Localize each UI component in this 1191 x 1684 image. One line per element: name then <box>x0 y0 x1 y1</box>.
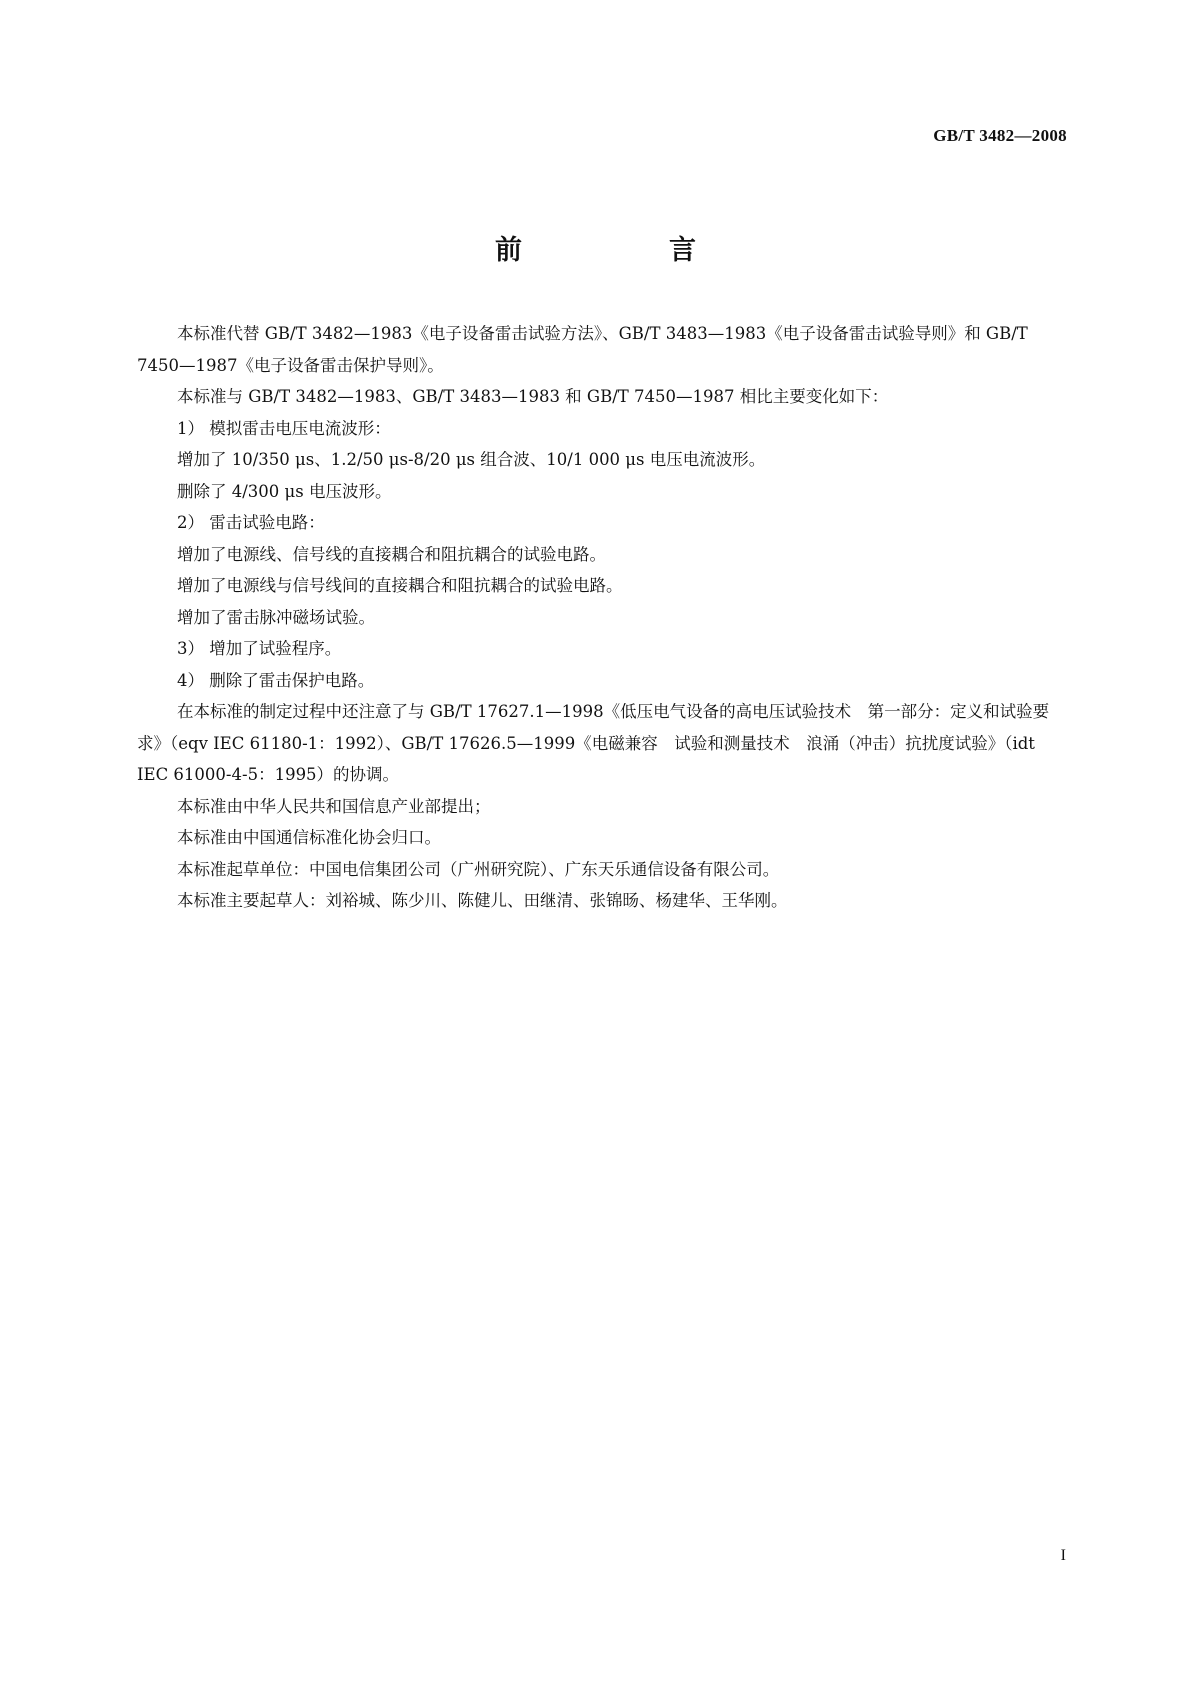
list-item-test-circuits: 2） 雷击试验电路： <box>177 513 325 532</box>
page-number: I <box>1060 1547 1066 1564</box>
paragraph-waveforms-removed: 删除了 4/300 μs 电压波形。 <box>177 481 392 501</box>
paragraph-drafting-units: 本标准起草单位：中国电信集团公司（广州研究院）、广东天乐通信设备有限公司。 <box>177 859 780 879</box>
paragraph-coordination: 在本标准的制定过程中还注意了与 GB/T 17627.1—1998《低压电气设备的高电压试验技术 第一部分：定义和试验要求》（eqv IEC 61180-1：1992）、GB/T 17626.5—1999《电磁兼容 试验和测量技术 浪涌（冲击）抗扰度试验》（idt IEC 61000-4-5：1995）的协调。 <box>137 702 1050 784</box>
paragraph-drafters: 本标准主要起草人：刘裕城、陈少川、陈健儿、田继清、张锦旸、杨建华、王华刚。 <box>177 891 788 910</box>
standard-number: GB/T 3482—2008 <box>933 126 1067 145</box>
paragraph-changes-intro: 本标准与 GB/T 3482—1983、GB/T 3483—1983 和 GB/T 7450—1987 相比主要变化如下： <box>177 387 889 406</box>
paragraph-circuit-added-1: 增加了电源线、信号线的直接耦合和阻抗耦合的试验电路。 <box>177 544 606 564</box>
paragraph-replaces: 本标准代替 GB/T 3482—1983《电子设备雷击试验方法》、GB/T 3483—1983《电子设备雷击试验导则》和 GB/T 7450—1987《电子设备雷击保护导则》。 <box>137 324 1028 375</box>
paragraph-waveforms-added: 增加了 10/350 μs、1.2/50 μs-8/20 μs 组合波、10/1 000 μs 电压电流波形。 <box>177 450 766 469</box>
list-item-test-procedure: 3） 增加了试验程序。 <box>177 639 342 658</box>
list-item-waveforms: 1） 模拟雷击电压电流波形： <box>177 418 391 438</box>
page-title: 前 言 <box>495 235 756 266</box>
paragraph-centralized-by: 本标准由中国通信标准化协会归口。 <box>177 828 441 847</box>
paragraph-magnetic-field-test: 增加了雷击脉冲磁场试验。 <box>177 607 375 627</box>
paragraph-proposed-by: 本标准由中华人民共和国信息产业部提出； <box>177 796 491 816</box>
foreword-body <box>137 318 1059 917</box>
list-item-protection-circuit: 4） 删除了雷击保护电路。 <box>177 670 375 690</box>
paragraph-circuit-added-2: 增加了电源线与信号线间的直接耦合和阻抗耦合的试验电路。 <box>177 576 623 595</box>
